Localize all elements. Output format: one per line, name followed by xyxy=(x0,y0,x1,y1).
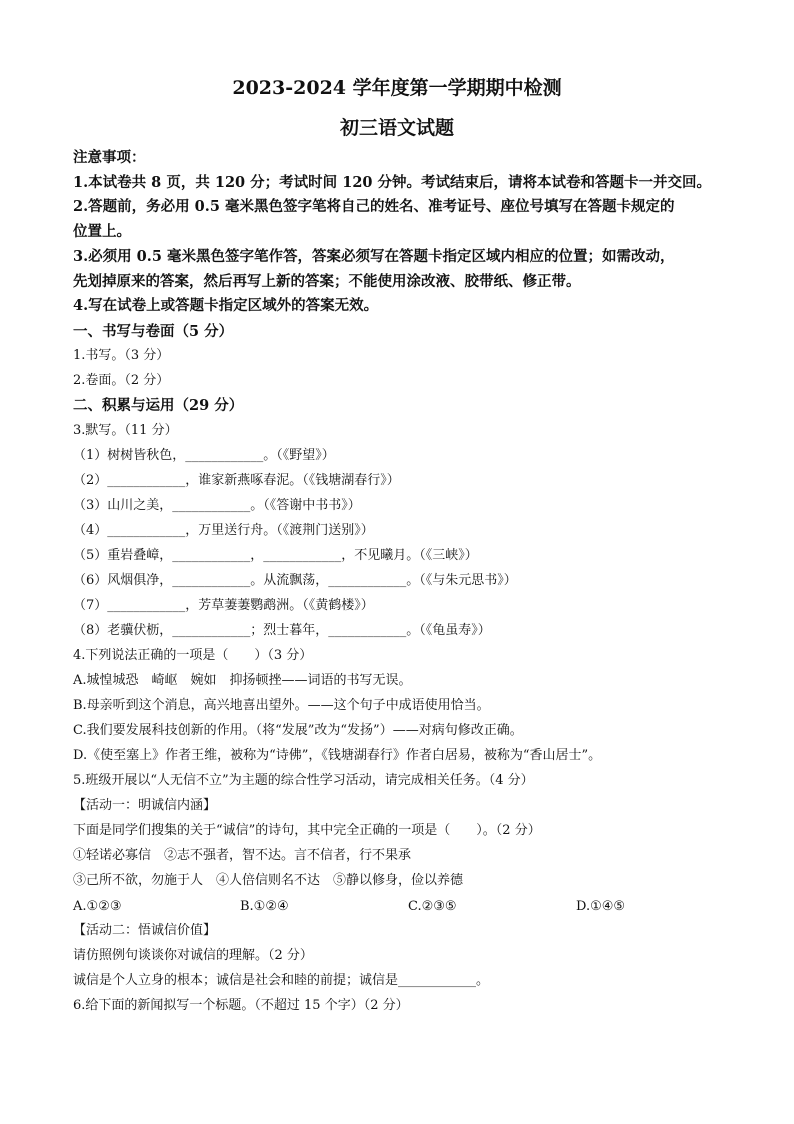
activity-2-example: 诚信是个人立身的根本；诚信是社会和睦的前提；诚信是____________。 xyxy=(73,973,490,988)
activity-2-heading: 【活动二：悟诚信价值】 xyxy=(73,923,217,938)
verse-list-row-1: ①轻诺必寡信 ②志不强者，智不达。言不信者，行不果承 xyxy=(73,848,412,863)
note-3-line1: 3.必须用 0.5 毫米黑色签字笔作答，答案必须写在答题卡指定区域内相应的位置；如需改动， xyxy=(73,248,675,265)
question-5-option-a: A.①②③ xyxy=(73,899,122,914)
note-4: 4.写在试卷上或答题卡指定区域外的答案无效。 xyxy=(73,297,379,314)
question-6: 6.给下面的新闻拟写一个标题。（不超过 15 个字）（2 分） xyxy=(73,998,409,1013)
question-2: 2.卷面。（2 分） xyxy=(73,373,170,388)
question-4-stem: 4.下列说法正确的一项是（ ）（3 分） xyxy=(73,648,313,663)
exam-title: 2023-2024 学年度第一学期期中检测 xyxy=(232,77,562,99)
notes-heading: 注意事项： xyxy=(73,149,146,166)
activity-1-question: 下面是同学们搜集的关于“诚信”的诗句，其中完全正确的一项是（ ）。（2 分） xyxy=(73,823,541,838)
question-3-stem: 3.默写。（11 分） xyxy=(73,423,178,438)
verse-list-row-2: ③己所不欲，勿施于人 ④人倍信则名不达 ⑤静以修身，俭以养德 xyxy=(73,873,464,888)
dictation-item: （6）风烟俱净，____________。从流飘荡，____________。（《与朱元思书》） xyxy=(73,573,517,588)
question-5-stem: 5.班级开展以“人无信不立”为主题的综合性学习活动，请完成相关任务。（4 分） xyxy=(73,773,534,788)
question-4-option-d: D.《使至塞上》作者王维，被称为“诗佛”，《钱塘湖春行》作者白居易，被称为“香山居士”。 xyxy=(73,748,602,763)
dictation-item: （3）山川之美，____________。（《答谢中书书》） xyxy=(73,498,361,513)
question-5-option-b: B.①②④ xyxy=(240,899,289,914)
question-5-option-d: D.①④⑤ xyxy=(576,899,626,914)
dictation-item: （5）重岩叠嶂，____________，____________，不见曦月。（《三峡》） xyxy=(73,548,478,563)
section-2-heading: 二、积累与运用（29 分） xyxy=(73,397,244,414)
activity-1-heading: 【活动一：明诚信内涵】 xyxy=(73,798,217,813)
activity-2-question: 请仿照例句谈谈你对诚信的理解。（2 分） xyxy=(73,948,313,963)
dictation-item: （1）树树皆秋色，____________。（《野望》） xyxy=(73,448,335,463)
dictation-item: （2）____________，谁家新燕啄春泥。（《钱塘湖春行》） xyxy=(73,473,400,488)
question-4-option-c: C.我们要发展科技创新的作用。（将“发展”改为“发扬”）——对病句修改正确。 xyxy=(73,723,523,738)
question-4-option-a: A.城惶城恐 崎岖 婉如 抑扬顿挫——词语的书写无误。 xyxy=(73,673,412,688)
note-3-line2: 先划掉原来的答案，然后再写上新的答案；不能使用涂改液、胶带纸、修正带。 xyxy=(73,273,581,290)
dictation-item: （4）____________，万里送行舟。（《渡荆门送别》） xyxy=(73,523,374,538)
note-2-line2: 位置上。 xyxy=(73,223,131,240)
section-1-heading: 一、书写与卷面（5 分） xyxy=(73,323,234,340)
note-1: 1.本试卷共 8 页，共 120 分；考试时间 120 分钟。考试结束后，请将本试卷和答题卡一并交回。 xyxy=(73,174,712,191)
question-1: 1.书写。（3 分） xyxy=(73,348,170,363)
dictation-item: （8）老骥伏枥，____________；烈士暮年，____________。（《龟虽寿》） xyxy=(73,623,491,638)
question-4-option-b: B.母亲听到这个消息，高兴地喜出望外。——这个句子中成语使用恰当。 xyxy=(73,698,490,713)
dictation-item: （7）____________，芳草萋萋鹦鹉洲。（《黄鹤楼》） xyxy=(73,598,374,613)
exam-subtitle: 初三语文试题 xyxy=(339,117,454,139)
note-2-line1: 2.答题前，务必用 0.5 毫米黑色签字笔将自己的姓名、准考证号、座位号填写在答题卡规定的 xyxy=(73,198,675,215)
question-5-option-c: C.②③⑤ xyxy=(408,899,457,914)
